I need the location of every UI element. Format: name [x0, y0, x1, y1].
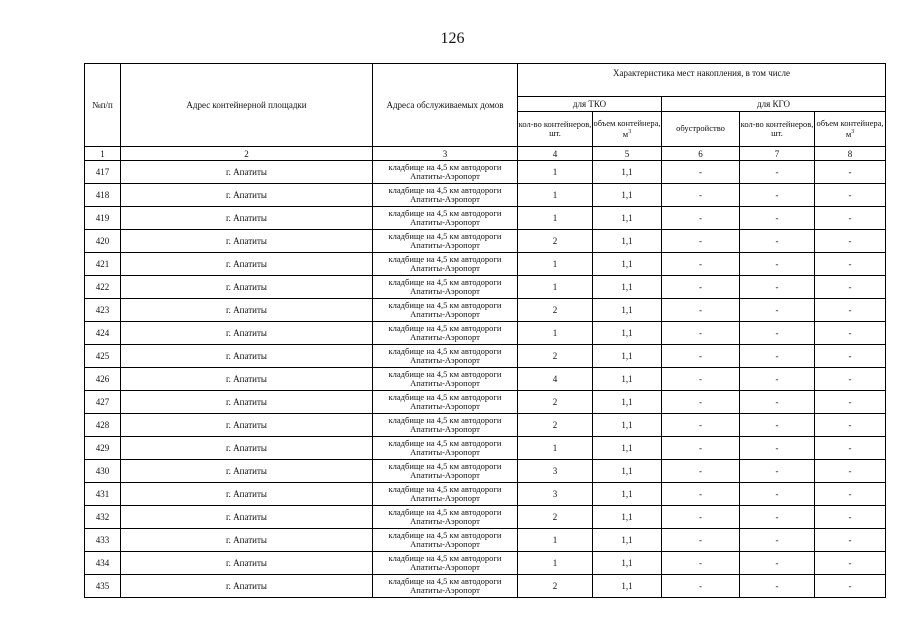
served-houses: кладбище на 4,5 км автодороги Апатиты-Аэропорт — [373, 552, 518, 575]
kgo-setup: - — [662, 161, 740, 184]
table-row — [85, 575, 886, 598]
row-number: 429 — [85, 437, 121, 460]
kgo-container-count: - — [740, 552, 815, 575]
served-houses: кладбище на 4,5 км автодороги Апатиты-Аэропорт — [373, 529, 518, 552]
table-row — [85, 299, 886, 322]
tko-container-count: 2 — [518, 299, 593, 322]
table-row — [85, 345, 886, 368]
site-address: г. Апатиты — [121, 460, 373, 483]
tko-container-count: 3 — [518, 460, 593, 483]
header-kgo: для КГО — [662, 97, 886, 112]
col-number: 8 — [815, 147, 886, 161]
site-address: г. Апатиты — [121, 552, 373, 575]
row-number: 435 — [85, 575, 121, 598]
row-number: 423 — [85, 299, 121, 322]
kgo-setup: - — [662, 184, 740, 207]
row-number: 424 — [85, 322, 121, 345]
tko-container-count: 2 — [518, 345, 593, 368]
table-row — [85, 230, 886, 253]
table-row — [85, 506, 886, 529]
row-number: 426 — [85, 368, 121, 391]
table-row — [85, 161, 886, 184]
kgo-container-count: - — [740, 161, 815, 184]
kgo-container-count: - — [740, 230, 815, 253]
header-tko-count: кол-во контейнеров, шт. — [518, 112, 593, 147]
tko-container-count: 1 — [518, 184, 593, 207]
row-number: 417 — [85, 161, 121, 184]
site-address: г. Апатиты — [121, 483, 373, 506]
kgo-container-volume: - — [815, 529, 886, 552]
site-address: г. Апатиты — [121, 529, 373, 552]
kgo-setup: - — [662, 414, 740, 437]
row-number: 422 — [85, 276, 121, 299]
kgo-container-volume: - — [815, 575, 886, 598]
kgo-container-count: - — [740, 184, 815, 207]
kgo-container-volume: - — [815, 230, 886, 253]
site-address: г. Апатиты — [121, 391, 373, 414]
row-number: 425 — [85, 345, 121, 368]
kgo-container-volume: - — [815, 345, 886, 368]
table-row — [85, 253, 886, 276]
kgo-setup: - — [662, 299, 740, 322]
table-row — [85, 552, 886, 575]
table-row — [85, 207, 886, 230]
kgo-container-count: - — [740, 506, 815, 529]
kgo-setup: - — [662, 391, 740, 414]
site-address: г. Апатиты — [121, 253, 373, 276]
kgo-setup: - — [662, 460, 740, 483]
kgo-setup: - — [662, 207, 740, 230]
served-houses: кладбище на 4,5 км автодороги Апатиты-Аэропорт — [373, 230, 518, 253]
served-houses: кладбище на 4,5 км автодороги Апатиты-Аэропорт — [373, 276, 518, 299]
site-address: г. Апатиты — [121, 322, 373, 345]
tko-container-volume: 1,1 — [593, 437, 662, 460]
row-number: 430 — [85, 460, 121, 483]
row-number: 432 — [85, 506, 121, 529]
kgo-setup: - — [662, 552, 740, 575]
tko-container-volume: 1,1 — [593, 391, 662, 414]
tko-container-count: 4 — [518, 368, 593, 391]
tko-container-count: 2 — [518, 575, 593, 598]
tko-container-volume: 1,1 — [593, 460, 662, 483]
kgo-container-volume: - — [815, 184, 886, 207]
header-kgo-count: кол-во контейнеров, шт. — [740, 112, 815, 147]
kgo-container-count: - — [740, 345, 815, 368]
kgo-container-volume: - — [815, 207, 886, 230]
table-body — [85, 161, 886, 598]
site-address: г. Апатиты — [121, 368, 373, 391]
kgo-container-volume: - — [815, 506, 886, 529]
tko-container-count: 3 — [518, 483, 593, 506]
tko-container-volume: 1,1 — [593, 414, 662, 437]
kgo-container-volume: - — [815, 483, 886, 506]
kgo-setup: - — [662, 437, 740, 460]
served-houses: кладбище на 4,5 км автодороги Апатиты-Аэропорт — [373, 299, 518, 322]
header-kgo-setup: обустройство — [662, 112, 740, 147]
kgo-container-volume: - — [815, 437, 886, 460]
table-row — [85, 460, 886, 483]
tko-container-volume: 1,1 — [593, 529, 662, 552]
served-houses: кладбище на 4,5 км автодороги Апатиты-Аэропорт — [373, 414, 518, 437]
tko-container-volume: 1,1 — [593, 207, 662, 230]
tko-container-count: 2 — [518, 230, 593, 253]
tko-container-volume: 1,1 — [593, 506, 662, 529]
tko-container-count: 1 — [518, 552, 593, 575]
tko-container-count: 1 — [518, 161, 593, 184]
table-row — [85, 322, 886, 345]
kgo-setup: - — [662, 276, 740, 299]
kgo-container-count: - — [740, 414, 815, 437]
tko-container-volume: 1,1 — [593, 161, 662, 184]
header-no: №п/п — [85, 64, 121, 147]
table-row — [85, 529, 886, 552]
kgo-setup: - — [662, 345, 740, 368]
site-address: г. Апатиты — [121, 276, 373, 299]
site-address: г. Апатиты — [121, 414, 373, 437]
header-characteristics: Характеристика мест накопления, в том числе — [518, 64, 886, 97]
kgo-setup: - — [662, 253, 740, 276]
kgo-container-count: - — [740, 322, 815, 345]
served-houses: кладбище на 4,5 км автодороги Апатиты-Аэропорт — [373, 391, 518, 414]
site-address: г. Апатиты — [121, 161, 373, 184]
kgo-container-count: - — [740, 460, 815, 483]
served-houses: кладбище на 4,5 км автодороги Апатиты-Аэропорт — [373, 460, 518, 483]
served-houses: кладбище на 4,5 км автодороги Апатиты-Аэропорт — [373, 207, 518, 230]
kgo-container-count: - — [740, 437, 815, 460]
served-houses: кладбище на 4,5 км автодороги Апатиты-Аэропорт — [373, 322, 518, 345]
served-houses: кладбище на 4,5 км автодороги Апатиты-Аэропорт — [373, 437, 518, 460]
site-address: г. Апатиты — [121, 437, 373, 460]
tko-container-volume: 1,1 — [593, 575, 662, 598]
tko-container-count: 1 — [518, 207, 593, 230]
served-houses: кладбище на 4,5 км автодороги Апатиты-Аэропорт — [373, 483, 518, 506]
col-number: 6 — [662, 147, 740, 161]
row-number: 420 — [85, 230, 121, 253]
served-houses: кладбище на 4,5 км автодороги Апатиты-Аэропорт — [373, 184, 518, 207]
table-row — [85, 483, 886, 506]
tko-container-count: 2 — [518, 391, 593, 414]
table-row — [85, 437, 886, 460]
served-houses: кладбище на 4,5 км автодороги Апатиты-Аэропорт — [373, 345, 518, 368]
kgo-container-count: - — [740, 391, 815, 414]
kgo-setup: - — [662, 575, 740, 598]
col-number: 1 — [85, 147, 121, 161]
header-address: Адрес контейнерной площадки — [121, 64, 373, 147]
kgo-container-count: - — [740, 575, 815, 598]
tko-container-volume: 1,1 — [593, 184, 662, 207]
row-number: 428 — [85, 414, 121, 437]
kgo-container-count: - — [740, 276, 815, 299]
table-header — [85, 64, 886, 161]
table-row — [85, 276, 886, 299]
tko-container-volume: 1,1 — [593, 299, 662, 322]
col-number: 3 — [373, 147, 518, 161]
table-row — [85, 414, 886, 437]
row-number: 419 — [85, 207, 121, 230]
table-row — [85, 391, 886, 414]
tko-container-volume: 1,1 — [593, 253, 662, 276]
kgo-container-volume: - — [815, 253, 886, 276]
site-address: г. Апатиты — [121, 345, 373, 368]
tko-container-volume: 1,1 — [593, 322, 662, 345]
header-houses: Адреса обслуживаемых домов — [373, 64, 518, 147]
row-number: 431 — [85, 483, 121, 506]
col-number: 4 — [518, 147, 593, 161]
served-houses: кладбище на 4,5 км автодороги Апатиты-Аэропорт — [373, 253, 518, 276]
tko-container-count: 1 — [518, 529, 593, 552]
col-number: 7 — [740, 147, 815, 161]
table-row — [85, 368, 886, 391]
site-address: г. Апатиты — [121, 184, 373, 207]
tko-container-volume: 1,1 — [593, 230, 662, 253]
kgo-container-count: - — [740, 529, 815, 552]
site-address: г. Апатиты — [121, 575, 373, 598]
tko-container-count: 1 — [518, 276, 593, 299]
kgo-setup: - — [662, 529, 740, 552]
kgo-container-volume: - — [815, 368, 886, 391]
header-tko-volume: объем контейнера, $м^3$ — [593, 112, 662, 147]
row-number: 421 — [85, 253, 121, 276]
site-address: г. Апатиты — [121, 506, 373, 529]
kgo-container-count: - — [740, 368, 815, 391]
col-number: 2 — [121, 147, 373, 161]
kgo-container-count: - — [740, 483, 815, 506]
kgo-setup: - — [662, 506, 740, 529]
kgo-container-volume: - — [815, 391, 886, 414]
tko-container-volume: 1,1 — [593, 483, 662, 506]
kgo-container-volume: - — [815, 414, 886, 437]
site-address: г. Апатиты — [121, 230, 373, 253]
tko-container-count: 2 — [518, 414, 593, 437]
site-address: г. Апатиты — [121, 299, 373, 322]
kgo-container-volume: - — [815, 552, 886, 575]
page-number: 126 — [440, 30, 465, 47]
tko-container-count: 2 — [518, 506, 593, 529]
kgo-container-count: - — [740, 299, 815, 322]
row-number: 427 — [85, 391, 121, 414]
kgo-container-volume: - — [815, 276, 886, 299]
tko-container-count: 1 — [518, 322, 593, 345]
header-kgo-volume: объем контейнера, $м^3$ — [815, 112, 886, 147]
tko-container-count: 1 — [518, 253, 593, 276]
tko-container-volume: 1,1 — [593, 552, 662, 575]
tko-container-volume: 1,1 — [593, 345, 662, 368]
kgo-setup: - — [662, 368, 740, 391]
row-number: 433 — [85, 529, 121, 552]
served-houses: кладбище на 4,5 км автодороги Апатиты-Аэропорт — [373, 368, 518, 391]
kgo-container-volume: - — [815, 460, 886, 483]
served-houses: кладбище на 4,5 км автодороги Апатиты-Аэропорт — [373, 575, 518, 598]
kgo-container-count: - — [740, 207, 815, 230]
tko-container-count: 1 — [518, 437, 593, 460]
kgo-container-count: - — [740, 253, 815, 276]
kgo-container-volume: - — [815, 322, 886, 345]
served-houses: кладбище на 4,5 км автодороги Апатиты-Аэропорт — [373, 506, 518, 529]
site-address: г. Апатиты — [121, 207, 373, 230]
kgo-setup: - — [662, 483, 740, 506]
served-houses: кладбище на 4,5 км автодороги Апатиты-Аэропорт — [373, 161, 518, 184]
kgo-container-volume: - — [815, 161, 886, 184]
row-number: 418 — [85, 184, 121, 207]
kgo-setup: - — [662, 230, 740, 253]
table-row — [85, 184, 886, 207]
kgo-container-volume: - — [815, 299, 886, 322]
tko-container-volume: 1,1 — [593, 368, 662, 391]
tko-container-volume: 1,1 — [593, 276, 662, 299]
row-number: 434 — [85, 552, 121, 575]
column-number-row — [85, 147, 886, 161]
col-number: 5 — [593, 147, 662, 161]
container-sites-table — [84, 63, 886, 598]
header-tko: для ТКО — [518, 97, 662, 112]
kgo-setup: - — [662, 322, 740, 345]
